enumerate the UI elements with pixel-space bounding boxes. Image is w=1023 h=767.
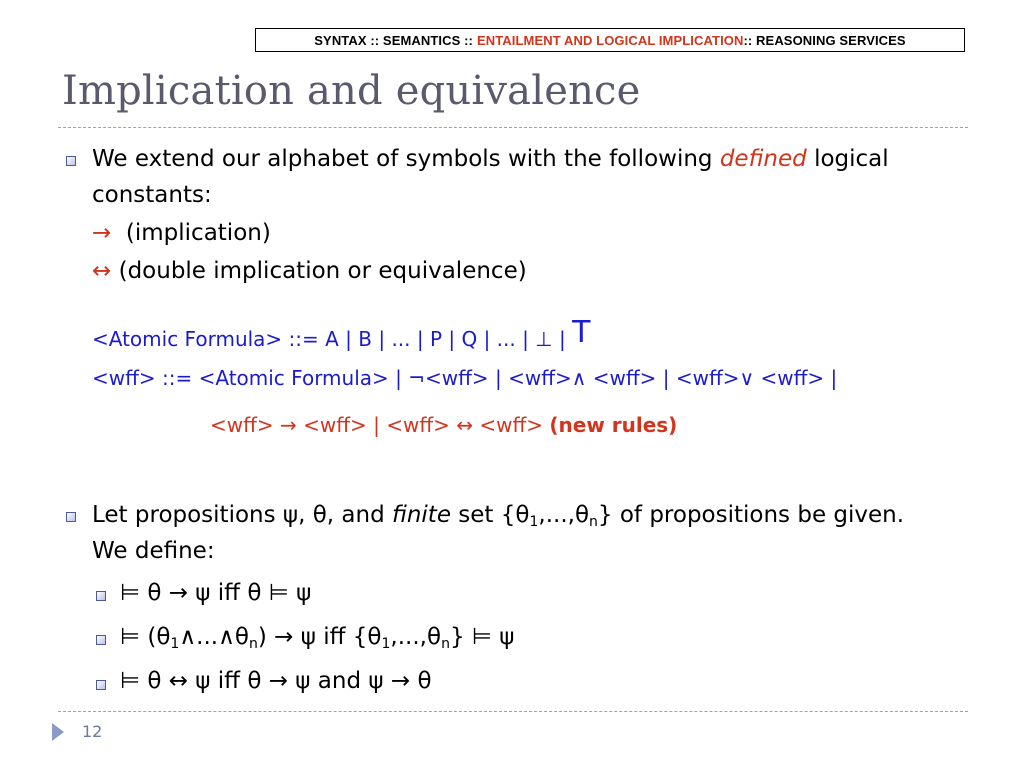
bullet-square-icon bbox=[66, 156, 76, 166]
equivalence-item: ↔ (double implication or equivalence) bbox=[92, 258, 527, 284]
new-rules: <wff> → <wff> | <wff> ↔ <wff> (new rules) bbox=[210, 413, 678, 437]
breadcrumb-part-1: SYNTAX :: SEMANTICS :: bbox=[314, 32, 473, 48]
bullet-square-icon bbox=[66, 512, 76, 522]
breadcrumb-part-3: :: REASONING SERVICES bbox=[743, 32, 906, 48]
definition-item-1: ⊨ θ → ψ iff θ ⊨ ψ bbox=[120, 580, 312, 606]
bullet-square-icon bbox=[96, 680, 106, 690]
implication-symbol: → bbox=[92, 220, 112, 246]
equivalence-symbol: ↔ bbox=[92, 258, 112, 284]
defined-emphasis: defined bbox=[719, 146, 807, 172]
footer-divider bbox=[58, 711, 968, 712]
title-divider bbox=[58, 127, 968, 128]
new-rules-label: (new rules) bbox=[549, 413, 678, 437]
slide-triangle-icon bbox=[52, 723, 64, 741]
implication-item: → (implication) bbox=[92, 220, 271, 246]
bullet1-line1: We extend our alphabet of symbols with the following defined logical bbox=[92, 146, 889, 172]
atomic-formula-rule: <Atomic Formula> ::= A | B | ... | P | Q | ... | ⊥ | T bbox=[92, 315, 591, 351]
section-breadcrumb bbox=[255, 28, 965, 52]
page-number: 12 bbox=[82, 722, 103, 741]
bullet2-line1: Let propositions ψ, θ, and finite set {θ1,...,θn} of propositions be given. bbox=[92, 502, 905, 530]
definition-item-2: ⊨ (θ1∧...∧θn) → ψ iff {θ1,...,θn} ⊨ ψ bbox=[120, 624, 515, 652]
bullet1-line2: constants: bbox=[92, 182, 212, 208]
slide-title: Implication and equivalence bbox=[62, 68, 641, 114]
top-symbol: T bbox=[572, 315, 591, 350]
bullet-square-icon bbox=[96, 591, 106, 601]
breadcrumb-current: ENTAILMENT AND LOGICAL IMPLICATION bbox=[476, 32, 744, 48]
wff-rule: <wff> ::= <Atomic Formula> | ¬<wff> | <wff>∧ <wff> | <wff>∨ <wff> | bbox=[92, 366, 838, 390]
definition-item-3: ⊨ θ ↔ ψ iff θ → ψ and ψ → θ bbox=[120, 668, 432, 694]
bullet-square-icon bbox=[96, 635, 106, 645]
bullet2-line2: We define: bbox=[92, 538, 215, 564]
